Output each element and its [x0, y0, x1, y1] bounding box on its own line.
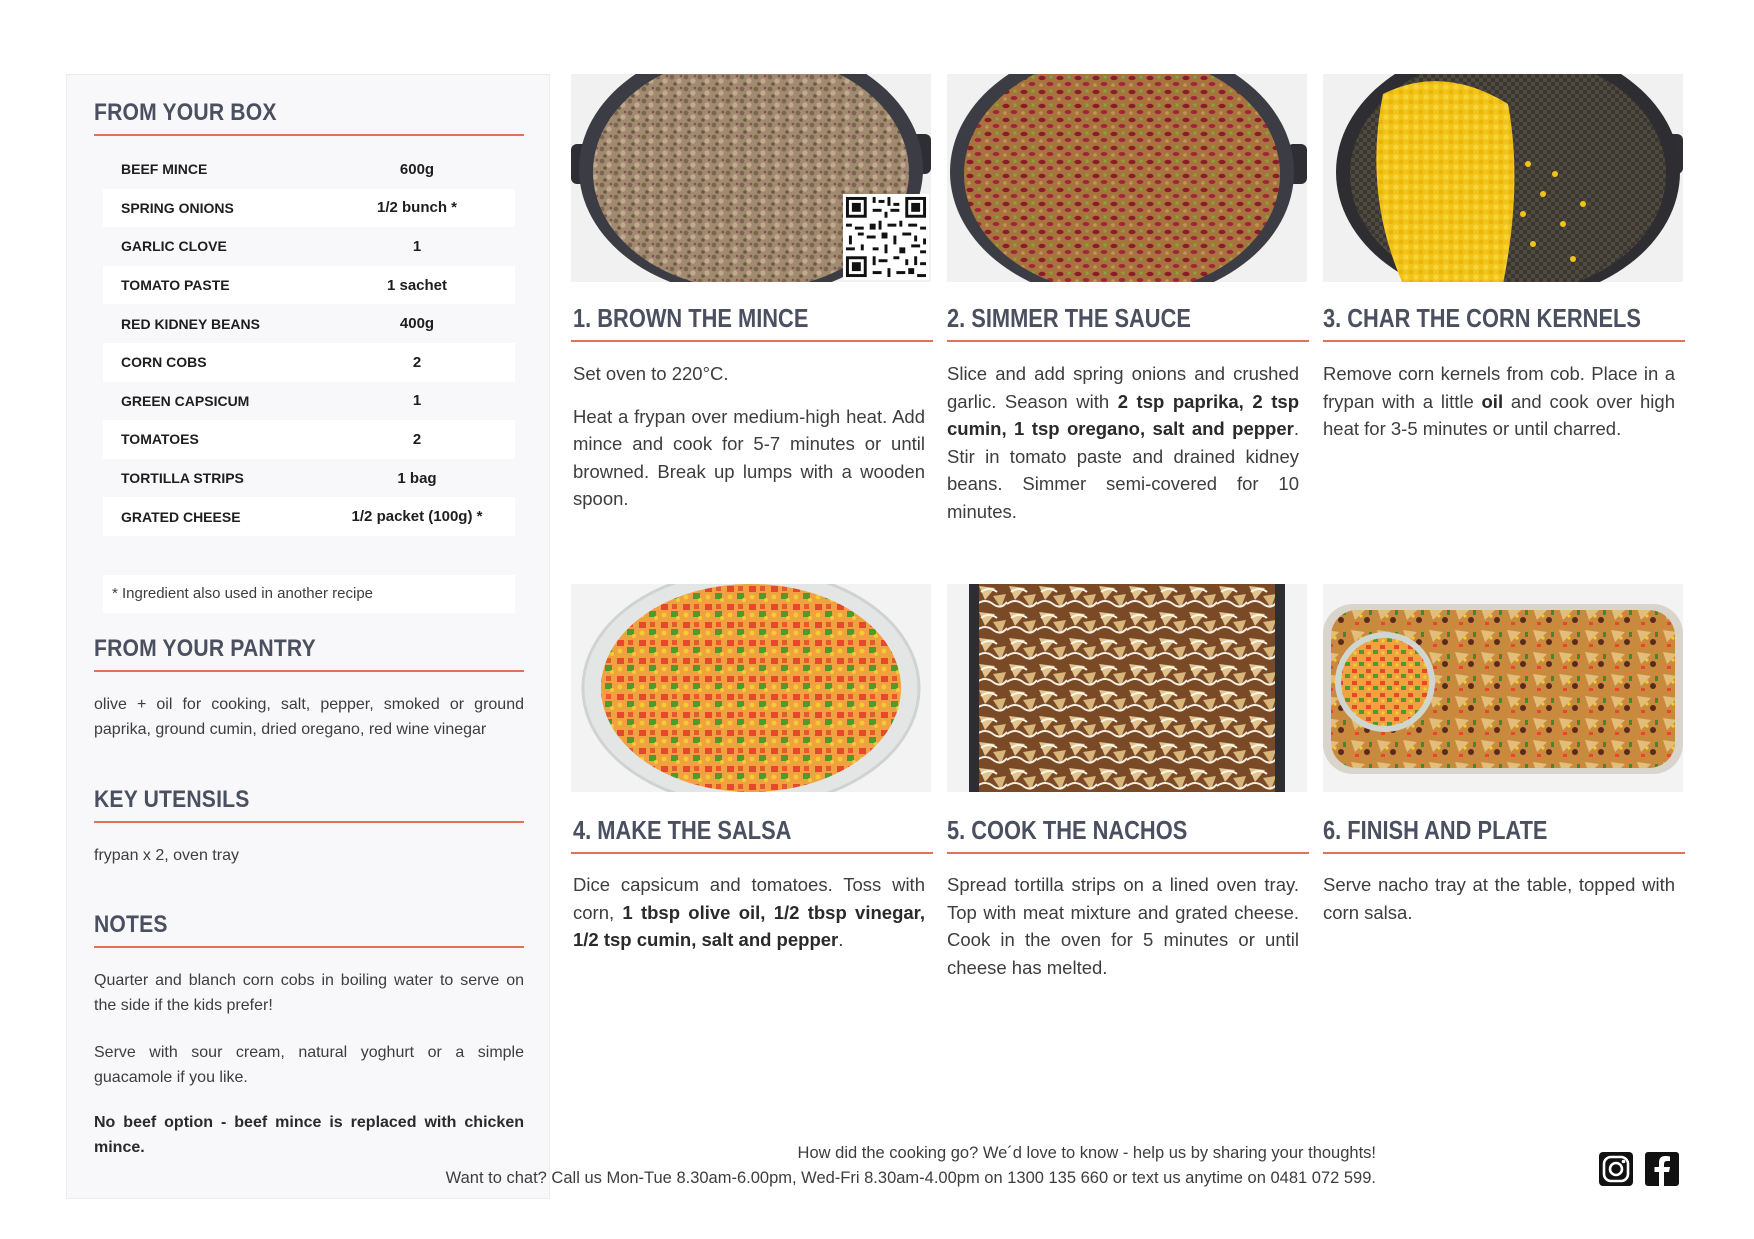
step-2-text-c: . Stir in tomato paste and drained kidney beans. Simmer semi-covered for 10 minutes. — [947, 418, 1299, 522]
footer-feedback: How did the cooking go? We´d love to know - help us by sharing your thoughts! — [797, 1144, 1376, 1162]
step-5-rule — [947, 852, 1309, 854]
ingredient-name: TOMATOES — [121, 431, 199, 448]
qr-code-icon[interactable] — [843, 194, 929, 280]
step-1-title: 1. BROWN THE MINCE — [573, 303, 809, 333]
notes-rule — [94, 946, 524, 948]
ingredient-row — [103, 343, 515, 382]
ingredient-qty: 400g — [399, 315, 435, 333]
step-2-image — [947, 74, 1307, 282]
ingredient-qty: 2 — [412, 430, 422, 448]
ingredient-qty: 1 — [412, 237, 422, 255]
step-6-title: 6. FINISH AND PLATE — [1323, 815, 1548, 845]
ingredient-name: CORN COBS — [121, 354, 207, 371]
ingredient-qty: 1/2 packet (100g) * — [351, 508, 483, 526]
key-utensils-title: KEY UTENSILS — [94, 786, 250, 813]
step-4-text-a: Dice capsicum and tomatoes. Toss with corn, — [573, 874, 925, 923]
ingredient-row — [103, 420, 515, 459]
ingredient-qty: 1 bag — [397, 469, 437, 487]
facebook-icon[interactable] — [1643, 1150, 1681, 1188]
ingredient-note: * Ingredient also used in another recipe — [103, 575, 515, 613]
instagram-icon[interactable] — [1597, 1150, 1635, 1188]
step-2-text — [947, 360, 1299, 540]
footer-contact: Want to chat? Call us Mon-Tue 8.30am-6.00pm, Wed-Fri 8.30am-4.00pm on 1300 135 660 or text us anytime on 0481 072 599. — [445, 1169, 1376, 1187]
step-1-rule — [571, 340, 933, 342]
ingredient-name: GARLIC CLOVE — [121, 238, 227, 255]
step-3-rule — [1323, 340, 1685, 342]
ingredient-row — [103, 304, 515, 343]
step-5-method: Spread tortilla strips on a lined oven tray. Top with meat mixture and grated cheese. Cook in the oven for 5 minutes or until cheese has melted. — [947, 874, 1299, 978]
step-2-text-a: Slice and add spring onions and crushed garlic. Season with — [947, 363, 1299, 412]
ingredient-qty: 600g — [399, 160, 435, 178]
step-4-dressing: 1 tbsp olive oil, 1/2 tbsp vinegar, 1/2 tsp cumin, salt and pepper — [573, 901, 925, 950]
step-4-text — [573, 871, 925, 969]
step-4-rule — [571, 852, 933, 854]
step-4-title: 4. MAKE THE SALSA — [573, 815, 792, 845]
note-no-beef: No beef option - beef mince is replaced with chicken mince. — [94, 1114, 524, 1156]
ingredient-row — [103, 150, 515, 189]
note-serve: Serve with sour cream, natural yoghurt or a simple guacamole if you like. — [94, 1044, 524, 1086]
ingredient-name: GREEN CAPSICUM — [121, 392, 250, 409]
ingredient-row — [103, 227, 515, 266]
from-your-pantry-rule — [94, 670, 524, 672]
ingredient-row — [103, 382, 515, 421]
step-2-rule — [947, 340, 1309, 342]
ingredient-table — [103, 150, 515, 536]
step-3-oil: oil — [1481, 390, 1504, 412]
step-3-image — [1323, 74, 1683, 282]
notes-title: NOTES — [94, 911, 168, 938]
note-kids: Quarter and blanch corn cobs in boiling water to serve on the side if the kids prefer! — [94, 972, 524, 1014]
step-1-method: Heat a frypan over medium-high heat. Add mince and cook for 5-7 minutes or until browned. Break up lumps with a wooden spoon. — [573, 405, 925, 509]
step-2-seasoning: 2 tsp paprika, 2 tsp cumin, 1 tsp oregano, salt and pepper — [947, 390, 1299, 439]
ingredient-name: TORTILLA STRIPS — [121, 470, 244, 487]
ingredient-name: RED KIDNEY BEANS — [121, 315, 260, 332]
step-6-method: Serve nacho tray at the table, topped with corn salsa. — [1323, 874, 1675, 923]
step-3-text-c: and cook over high heat for 3-5 minutes or until charred. — [1323, 390, 1675, 439]
ingredient-row — [103, 266, 515, 305]
from-your-box-rule — [94, 134, 524, 136]
step-1-oven: Set oven to 220°C. — [573, 363, 729, 384]
pantry-text: olive + oil for cooking, salt, pepper, smoked or ground paprika, ground cumin, dried oregano, red wine vinegar — [94, 696, 524, 738]
step-5-title: 5. COOK THE NACHOS — [947, 815, 1188, 845]
step-6-image — [1323, 584, 1683, 792]
ingredient-qty: 1/2 bunch * — [376, 199, 458, 217]
ingredient-name: GRATED CHEESE — [121, 508, 241, 525]
ingredient-row — [103, 189, 515, 228]
step-3-text-a: Remove corn kernels from cob. Place in a frypan with a little — [1323, 363, 1675, 412]
ingredient-row — [103, 497, 515, 536]
step-2-title: 2. SIMMER THE SAUCE — [947, 303, 1191, 333]
step-6-rule — [1323, 852, 1685, 854]
sidebar-panel — [66, 74, 550, 1199]
ingredient-name: TOMATO PASTE — [121, 277, 230, 294]
ingredient-qty: 1 sachet — [386, 276, 448, 294]
key-utensils-rule — [94, 821, 524, 823]
utensils-text: frypan x 2, oven tray — [94, 847, 239, 864]
ingredient-name: SPRING ONIONS — [121, 199, 234, 216]
step-4-image — [571, 584, 931, 792]
ingredient-name: BEEF MINCE — [121, 161, 208, 178]
from-your-box-title: FROM YOUR BOX — [94, 99, 277, 126]
step-4-text-c: . — [838, 929, 844, 950]
ingredient-row — [103, 459, 515, 498]
ingredient-qty: 2 — [412, 353, 422, 371]
step-3-text — [1323, 360, 1675, 458]
ingredient-qty: 1 — [412, 392, 422, 410]
step-5-image — [947, 584, 1307, 792]
step-3-title: 3. CHAR THE CORN KERNELS — [1323, 303, 1641, 333]
from-your-pantry-title: FROM YOUR PANTRY — [94, 635, 316, 662]
step-5-text — [947, 871, 1299, 996]
step-1-text — [573, 360, 925, 528]
step-1-image — [571, 74, 931, 282]
step-6-text — [1323, 871, 1675, 941]
